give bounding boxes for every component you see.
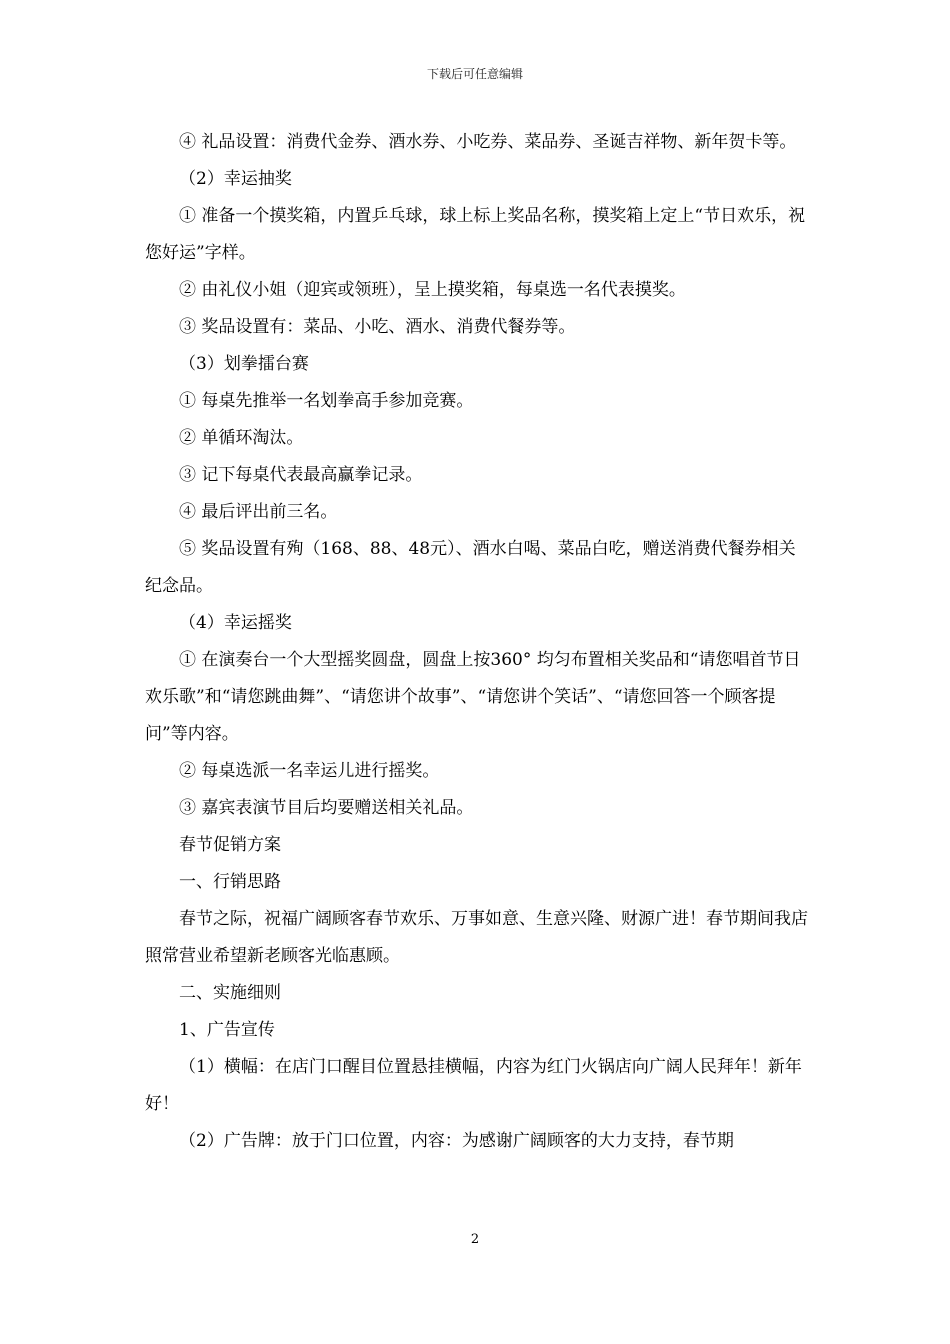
paragraph: ② 每桌选派一名幸运儿进行摇奖。	[179, 761, 440, 781]
paragraph: ③ 记下每桌代表最高赢拳记录。	[179, 465, 423, 485]
paragraph: ③ 嘉宾表演节目后均要赠送相关礼品。	[179, 798, 474, 818]
paragraph: 春节促销方案	[179, 835, 281, 855]
paragraph: ① 准备一个摸奖箱，内置乒乓球，球上标上奖品名称，摸奖箱上定上“节日欢乐，祝您好运”字样。	[145, 206, 806, 263]
paragraph: ④ 最后评出前三名。	[179, 502, 338, 522]
paragraph: ② 单循环淘汰。	[179, 428, 304, 448]
paragraph: （4）幸运摇奖	[179, 613, 292, 633]
paragraph: 1、广告宣传	[179, 1020, 275, 1040]
paragraph: 一、行销思路	[179, 872, 281, 892]
paragraph: ⑤ 奖品设置有殉（168、88、48元）、酒水白喝、菜品白吃，赠送消费代餐券相关纪念品。	[145, 539, 796, 596]
paragraph: 二、实施细则	[179, 983, 281, 1003]
paragraph: 春节之际，祝福广阔顾客春节欢乐、万事如意、生意兴隆、财源广进！春节期间我店照常营业希望新老顾客光临惠顾。	[145, 909, 808, 966]
paragraph: （2）广告牌：放于门口位置，内容：为感谢广阔顾客的大力支持，春节期	[179, 1131, 734, 1151]
paragraph: （1）横幅：在店门口醒目位置悬挂横幅，内容为红门火锅店向广阔人民拜年！新年好！	[145, 1057, 802, 1114]
paragraph: （3）划拳擂台赛	[179, 354, 309, 374]
paragraph: ③ 奖品设置有：菜品、小吃、酒水、消费代餐券等。	[179, 317, 576, 337]
paragraph: ① 每桌先推举一名划拳高手参加竞赛。	[179, 391, 474, 411]
paragraph: ① 在演奏台一个大型摇奖圆盘，圆盘上按360° 均匀布置相关奖品和“请您唱首节日欢乐歌”和“请您跳曲舞”、“请您讲个故事”、“请您讲个笑话”、“请您回答一个顾客提问”等内容。	[145, 650, 801, 744]
page-header: 下载后可任意编辑	[426, 67, 523, 81]
paragraph: （2）幸运抽奖	[179, 169, 292, 189]
paragraph: ④ 礼品设置：消费代金券、酒水券、小吃券、菜品券、圣诞吉祥物、新年贺卡等。	[179, 132, 797, 152]
page-number: 2	[470, 1232, 480, 1247]
paragraph: ② 由礼仪小姐（迎宾或领班），呈上摸奖箱，每桌选一名代表摸奖。	[179, 280, 686, 300]
document-body	[145, 124, 810, 1160]
